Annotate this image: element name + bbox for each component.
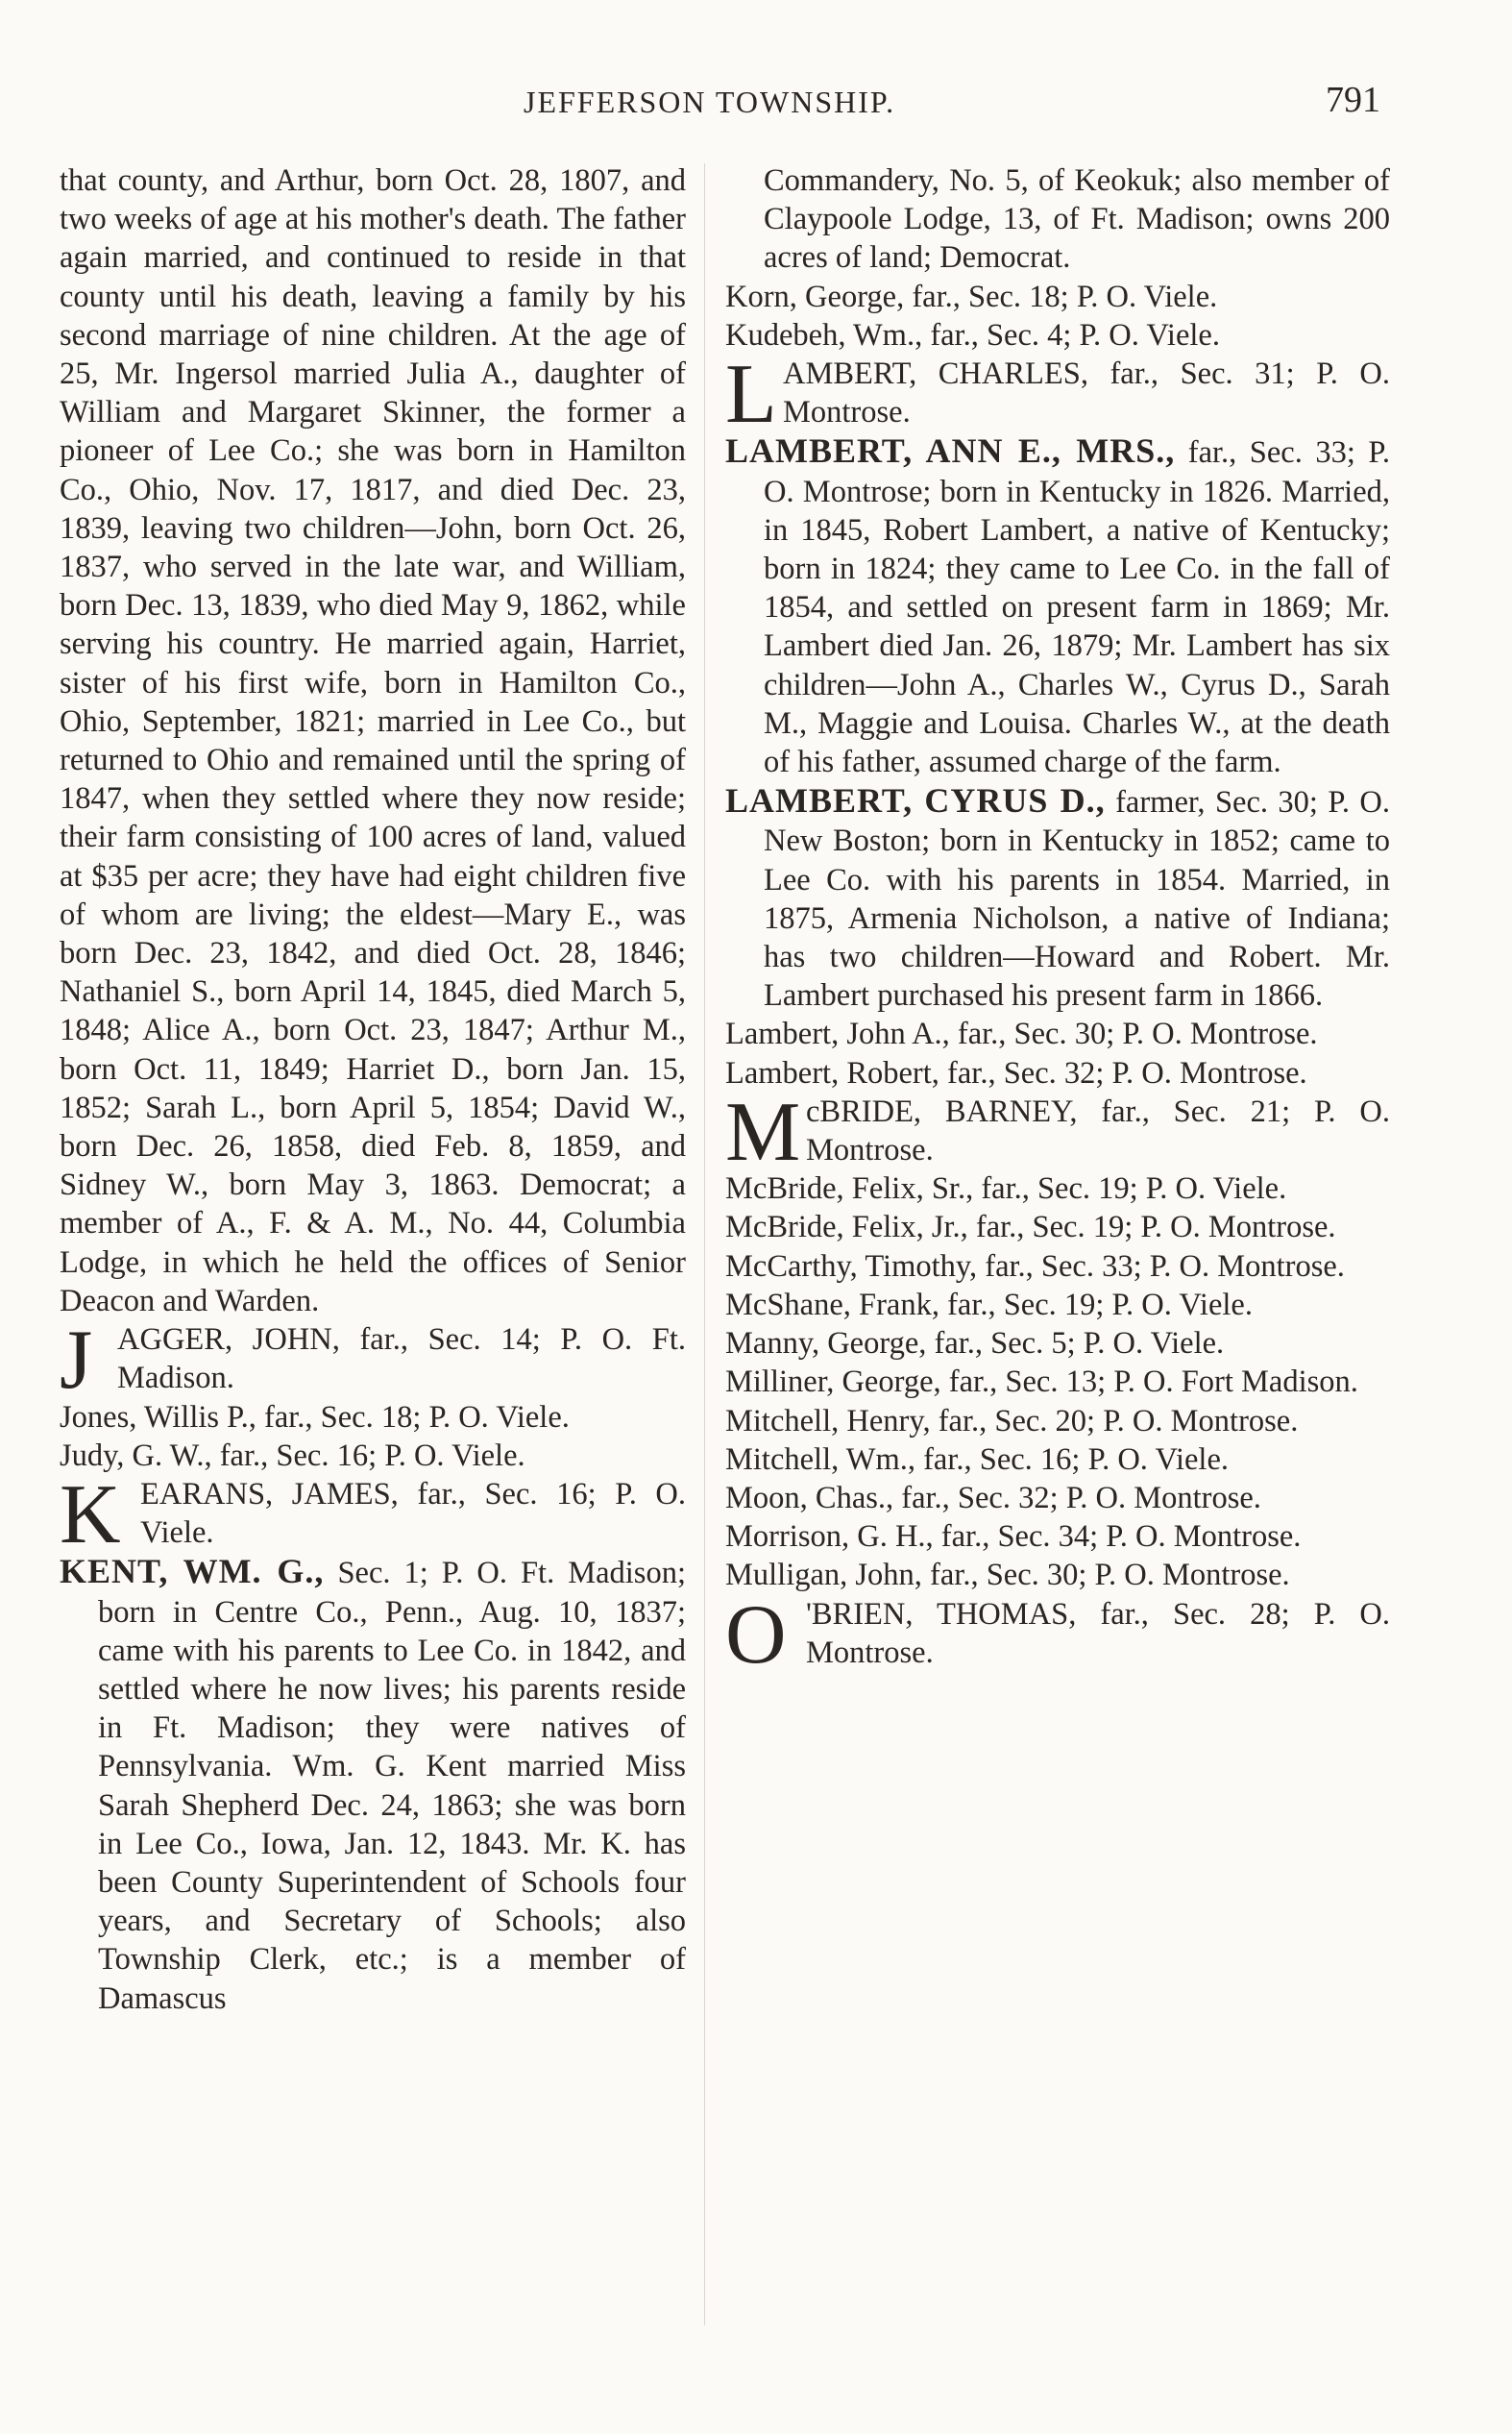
entry-lambert-ann [725,431,1390,781]
drop-cap: L [725,348,777,442]
entry-lambert-john: Lambert, John A., far., Sec. 30; P. O. Montrose. [725,1017,1318,1052]
biography-continuation: that county, and Arthur, born Oct. 28, 1807, and two weeks of age at his mother's death. The father again married, and continued to reside in that county until his death, leaving a family by his second marriage of nine children. At the age of 25, Mr. Ingersol married Julia A., daughter of William and Margaret Skinner, the former a pioneer of Lee Co.; she was born in Hamilton Co., Ohio, Nov. 17, 1817, and died Dec. 23, 1839, leaving two children—John, born Oct. 26, 1837, who served in the late war, and William, born Dec. 13, 1839, who died May 9, 1862, while serving his country. He married again, Harriet, sister of his first wife, born in Hamilton Co., Ohio, September, 1821; married in Lee Co., but returned to Ohio and remained until the spring of 1847, when they settled where they now reside; their farm consisting of 100 acres of land, valued at $35 per acre; they have had eight children five of whom are living; the eldest—Mary E., was born Dec. 23, 1842, and died Oct. 28, 1846; Nathaniel S., born April 14, 1845, died March 5, 1848; Alice A., born Oct. 23, 1847; Arthur M., born Oct. 11, 1849; Harriet D., born Jan. 15, 1852; Sarah L., born April 5, 1854; David W., born Dec. 26, 1858, died Feb. 8, 1859, and Sidney W., born May 3, 1863. Democrat; a member of A., F. & A. M., No. 44, Columbia Lodge, in which he held the offices of Senior Deacon and Warden. [60,163,686,1318]
entry-lambert-cyrus [725,781,1390,1015]
column-rule [704,163,705,2325]
entry-jagger [60,1314,686,1408]
entry-manny: Manny, George, far., Sec. 5; P. O. Viele. [725,1326,1225,1362]
entry-name-bold: KENT, WM. G., [60,1552,325,1591]
entry-mcbride-sr: McBride, Felix, Sr., far., Sec. 19; P. O. Viele. [725,1171,1287,1207]
entry-mcbride-barney [725,1085,1390,1179]
entry-name-bold: LAMBERT, ANN E., MRS., [725,431,1176,471]
entry-mitchell-wm: Mitchell, Wm., far., Sec. 16; P. O. Viele. [725,1441,1229,1477]
entry-lambert-robert: Lambert, Robert, far., Sec. 32; P. O. Montrose. [725,1055,1307,1091]
entry-text: far., Sec. 33; P. O. Montrose; born in Kentucky in 1826. Married, in 1845, Robert Lambert, a native of Kentucky; born in 1824; they came to Lee Co. in the fall of 1854, and settled on present farm in 1869; Mr. Lambert died Jan. 26, 1879; Mr. Lambert has six children—John A., Charles W., Cyrus D., Sarah M., Maggie and Louisa. Charles W., at the death of his father, assumed charge of the farm. [764,435,1390,780]
entry-korn: Korn, George, far., Sec. 18; P. O. Viele. [725,279,1218,314]
entry-text: AGGER, JOHN, far., Sec. 14; P. O. Ft. Madison. [117,1322,686,1396]
entry-mcbride-jr: McBride, Felix, Jr., far., Sec. 19; P. O. Montrose. [725,1210,1336,1245]
entry-mcshane: McShane, Frank, far., Sec. 19; P. O. Viele. [725,1287,1253,1322]
running-head [0,79,1512,127]
left-column [60,161,686,2018]
entry-text: cBRIDE, BARNEY, far., Sec. 21; P. O. Montrose. [806,1094,1390,1168]
entry-text: EARANS, JAMES, far., Sec. 16; P. O. Viele. [140,1476,686,1551]
entry-moon: Moon, Chas., far., Sec. 32; P. O. Montrose. [725,1480,1261,1515]
page-title: JEFFERSON TOWNSHIP. [524,85,896,119]
drop-cap: M [725,1085,801,1179]
drop-cap: O [725,1587,787,1682]
entry-kent [60,1552,686,2017]
entry-kearans [60,1467,686,1561]
entry-judy: Judy, G. W., far., Sec. 16; P. O. Viele. [60,1438,525,1473]
entry-obrien [725,1587,1390,1682]
entry-text: Sec. 1; P. O. Ft. Madison; born in Centre Co., Penn., Aug. 10, 1837; came with his parents to Lee Co. in 1842, and settled where he now lives; his parents reside in Ft. Madison; they were natives of Pennsylvania. Wm. G. Kent married Miss Sarah Shepherd Dec. 24, 1863; she was born in Lee Co., Iowa, Jan. 12, 1843. Mr. K. has been County Superintendent of Schools four years, and Secretary of Schools; also Township Clerk, etc.; is a member of Damascus [98,1556,686,2016]
entry-text: farmer, Sec. 30; P. O. New Boston; born in Kentucky in 1852; came to Lee Co. with his parents in 1854. Married, in 1875, Armenia Nicholson, a native of Indiana; has two children—Howard and Robert. Mr. Lambert purchased his present farm in 1866. [764,785,1390,1014]
drop-cap: K [60,1467,121,1561]
biography-continuation: Commandery, No. 5, of Keokuk; also member of Claypoole Lodge, 13, of Ft. Madison; owns 200 acres of land; Democrat. [764,163,1390,276]
entry-lambert-charles [725,348,1390,442]
entry-text: AMBERT, CHARLES, far., Sec. 31; P. O. Montrose. [783,356,1390,430]
entry-kudebeh: Kudebeh, Wm., far., Sec. 4; P. O. Viele. [725,317,1220,353]
page-number: 791 [1326,80,1380,120]
entry-mulligan: Mulligan, John, far., Sec. 30; P. O. Montrose. [725,1558,1290,1593]
right-column [725,161,1390,1682]
entry-text: 'BRIEN, THOMAS, far., Sec. 28; P. O. Montrose. [806,1596,1390,1670]
entry-mitchell-henry: Mitchell, Henry, far., Sec. 20; P. O. Montrose. [725,1403,1299,1438]
entry-jones: Jones, Willis P., far., Sec. 18; P. O. Viele. [60,1399,570,1435]
entry-morrison: Morrison, G. H., far., Sec. 34; P. O. Montrose. [725,1519,1302,1555]
entry-mccarthy: McCarthy, Timothy, far., Sec. 33; P. O. Montrose. [725,1248,1345,1284]
entry-name-bold: LAMBERT, CYRUS D., [725,781,1106,821]
drop-cap: J [60,1314,93,1408]
entry-milliner: Milliner, George, far., Sec. 13; P. O. Fort Madison. [725,1365,1358,1400]
